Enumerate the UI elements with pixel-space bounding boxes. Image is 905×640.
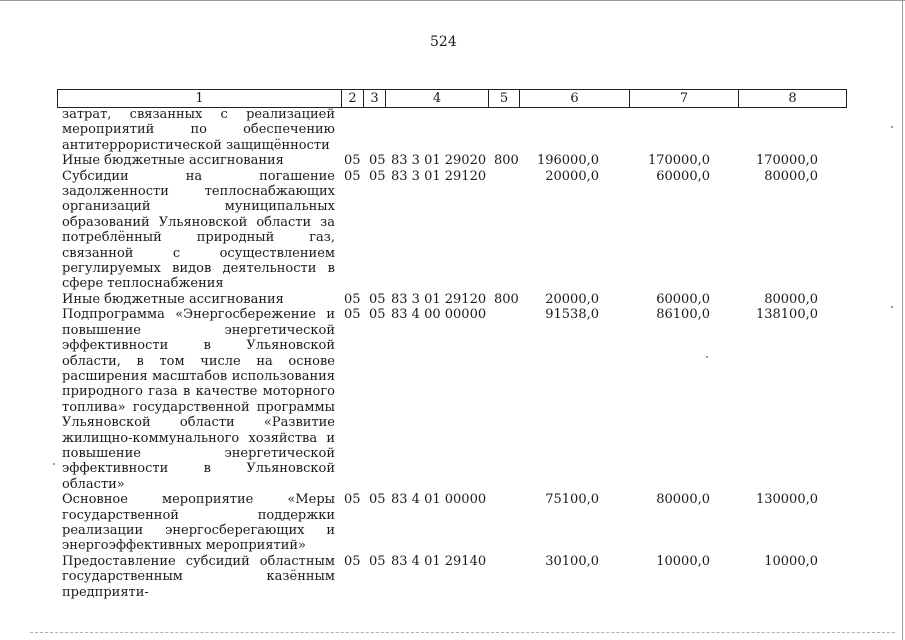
amount-col-8: 170000,0 [755,153,818,169]
row-description: Субсидии на погашение задолженности теплоснабжающих организаций муниципальных образований Ульяновской области за потреблённый природный газ, связанной с осуществлением регулируемых видов деятельности в сфере теплоснабжения [62,168,335,292]
target-article-code: 83 4 01 29140 [391,553,487,569]
row-description: Основное мероприятие «Меры государственной поддержки реализации энергосберегающих и энергоэффективных мероприятий» [62,492,335,554]
table-row [62,107,842,153]
row-description: затрат, связанных с реализацией мероприятий по обеспечению антитеррористической защищённости [62,107,335,153]
section-code: 05 [344,291,361,307]
scan-speck [891,126,893,128]
section-code: 05 [344,153,361,169]
scan-speck [706,356,708,358]
table-row [62,292,842,307]
page-right-edge [902,0,903,640]
column-header-3: 3 [364,90,386,108]
subsection-code: 05 [369,291,386,307]
table-row [62,492,842,554]
section-code: 05 [344,492,361,508]
amount-col-6: 75100,0 [545,492,599,508]
scan-speck [891,306,893,308]
column-header-2: 2 [342,90,364,108]
column-header-7: 7 [630,90,739,108]
target-article-code: 83 4 00 00000 [391,307,487,323]
amount-col-8: 10000,0 [764,553,818,569]
subsection-code: 05 [369,553,386,569]
subsection-code: 05 [369,153,386,169]
amount-col-8: 138100,0 [755,307,818,323]
page-top-edge [0,0,905,1]
target-article-code: 83 4 01 00000 [391,492,487,508]
section-code: 05 [344,553,361,569]
scan-speck [53,463,55,465]
row-description: Подпрограмма «Энергосбережение и повышение энергетической эффективности в Ульяновской области, в том числе на основе расширения масштабов использования природного газа в качестве моторного топлива» государственной программы Ульяновской области «Развитие жилищно-коммунального хозяйства и повышение энергетической эффективности в Ульяновской области» [62,307,335,492]
section-code: 05 [344,168,361,184]
amount-col-7: 60000,0 [656,291,710,307]
amount-col-6: 196000,0 [536,153,599,169]
subsection-code: 05 [369,492,386,508]
column-header-row [58,90,847,108]
amount-col-6: 20000,0 [545,291,599,307]
table-row [62,169,842,292]
amount-col-7: 60000,0 [656,168,710,184]
amount-col-7: 80000,0 [656,492,710,508]
subsection-code: 05 [369,307,386,323]
amount-col-8: 130000,0 [755,492,818,508]
amount-col-8: 80000,0 [764,291,818,307]
amount-col-6: 91538,0 [545,307,599,323]
page-bottom-edge [30,632,895,633]
amount-col-7: 170000,0 [647,153,710,169]
expense-type-code: 800 [494,153,519,169]
row-description: Иные бюджетные ассигнования [62,291,284,307]
amount-col-7: 10000,0 [656,553,710,569]
column-header-table [57,89,847,108]
amount-col-6: 30100,0 [545,553,599,569]
section-code: 05 [344,307,361,323]
target-article-code: 83 3 01 29120 [391,291,487,307]
column-header-6: 6 [520,90,630,108]
amount-col-8: 80000,0 [764,168,818,184]
row-description: Предоставление субсидий областным государственным казённым предприяти- [62,553,335,600]
table-row [62,554,842,600]
row-description: Иные бюджетные ассигнования [62,153,284,169]
target-article-code: 83 3 01 29020 [391,153,487,169]
column-header-5: 5 [489,90,520,108]
subsection-code: 05 [369,168,386,184]
target-article-code: 83 3 01 29120 [391,168,487,184]
column-header-1: 1 [58,90,342,108]
amount-col-7: 86100,0 [656,307,710,323]
column-header-4: 4 [386,90,489,108]
amount-col-6: 20000,0 [545,168,599,184]
budget-table-body [62,107,842,600]
expense-type-code: 800 [494,291,519,307]
page-number: 524 [430,34,457,50]
column-header-8: 8 [739,90,847,108]
table-row [62,153,842,168]
table-row [62,307,842,492]
